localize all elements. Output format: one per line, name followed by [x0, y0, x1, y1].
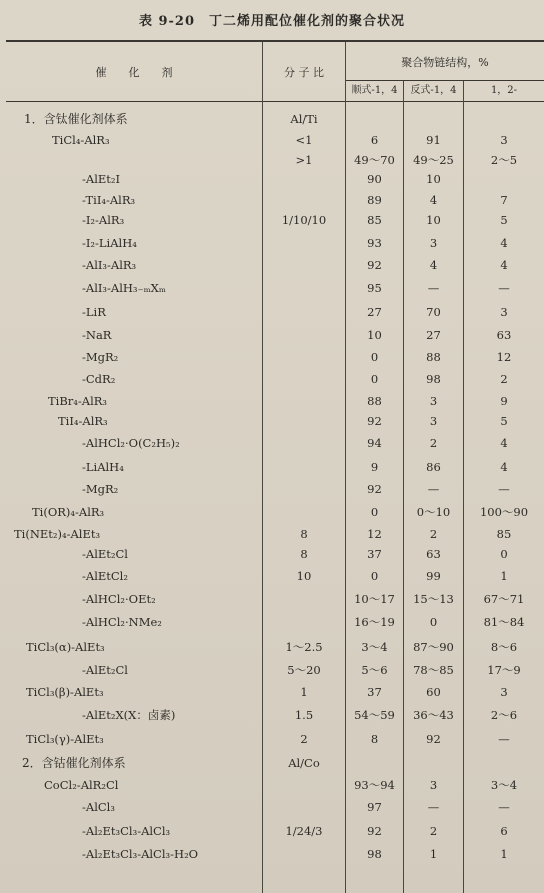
- cis-cell: 0: [370, 569, 379, 583]
- cis-cell: 54～59: [354, 708, 395, 722]
- cis-cell: 95: [367, 281, 382, 295]
- cis-cell: 92: [367, 482, 382, 496]
- cis-cell: 90: [367, 172, 382, 186]
- v12-cell: 7: [500, 193, 508, 207]
- v12-cell: 4: [500, 258, 508, 272]
- top-rule: [6, 40, 544, 42]
- trans-cell: 4: [429, 193, 438, 207]
- ratio-cell: Al/Co: [288, 756, 320, 770]
- catalyst-cell: -MgR₂: [82, 482, 119, 496]
- trans-cell: 10: [426, 213, 441, 227]
- catalyst-cell: -CdR₂: [82, 372, 116, 386]
- catalyst-cell: Ti(NEt₂)₄-AlEt₃: [14, 527, 101, 541]
- ratio-cell: 8: [300, 527, 308, 541]
- catalyst-cell: -Al₂Et₃Cl₃-AlCl₃-H₂O: [82, 847, 199, 861]
- ratio-cell: 1/24/3: [285, 824, 323, 838]
- catalyst-cell: CoCl₂-AlR₂Cl: [44, 778, 119, 792]
- catalyst-cell: TiCl₃(γ)-AlEt₃: [26, 732, 104, 746]
- catalyst-cell: -AlEt₂I: [82, 172, 121, 186]
- catalyst-cell: -I₂-LiAlH₄: [82, 236, 137, 250]
- trans-cell: 2: [429, 824, 438, 838]
- v12-cell: 5: [500, 414, 508, 428]
- cis-cell: 8: [370, 732, 379, 746]
- v12-cell: 4: [500, 460, 508, 474]
- catalyst-cell: -I₂-AlR₃: [82, 213, 125, 227]
- cis-cell: 0: [370, 350, 379, 364]
- trans-cell: 0: [429, 615, 438, 629]
- v12-cell: 2～5: [490, 153, 518, 167]
- catalyst-cell: TiCl₃(α)-AlEt₃: [26, 640, 105, 654]
- ratio-cell: 1～2.5: [285, 640, 323, 654]
- cis-cell: 92: [367, 414, 382, 428]
- cis-cell: 10～17: [354, 592, 395, 606]
- v12-cell: 1: [500, 569, 508, 583]
- catalyst-cell: -AlEt₂Cl: [82, 663, 128, 677]
- ratio-cell: 5～20: [287, 663, 321, 677]
- catalyst-cell: -AlI₃-AlR₃: [82, 258, 137, 272]
- v12-cell: 12: [496, 350, 512, 364]
- trans-cell: 3: [429, 394, 438, 408]
- catalyst-cell: -AlEt₂Cl: [82, 547, 128, 561]
- cis-cell: 49～70: [354, 153, 395, 167]
- trans-cell: —: [427, 482, 440, 496]
- catalyst-cell: 1．含钛催化剂体系: [24, 112, 128, 126]
- table-title: 表 9-20 丁二烯用配位催化剂的聚合状况: [138, 14, 406, 29]
- v12-cell: 3～4: [490, 778, 518, 792]
- header-12: 1，2-: [490, 85, 518, 96]
- header-trans: 反式-1，4: [410, 85, 457, 96]
- cis-cell: 88: [367, 394, 382, 408]
- trans-cell: 0～10: [416, 505, 451, 519]
- trans-cell: 3: [429, 236, 438, 250]
- trans-cell: 70: [426, 305, 441, 319]
- trans-cell: 87～90: [413, 640, 454, 654]
- cis-cell: 10: [367, 328, 382, 342]
- trans-cell: 2: [429, 436, 438, 450]
- v12-cell: 85: [496, 527, 512, 541]
- cis-cell: 94: [367, 436, 382, 450]
- trans-cell: 99: [426, 569, 441, 583]
- v12-cell: 4: [500, 436, 508, 450]
- ratio-cell: 10: [296, 569, 312, 583]
- subheader-rule: [345, 80, 544, 81]
- catalyst-cell: TiCl₄-AlR₃: [52, 133, 110, 147]
- catalyst-cell: -AlEt₂X(X：卤素): [82, 708, 176, 722]
- catalyst-cell: -AlHCl₂·NMe₂: [82, 615, 162, 629]
- cis-cell: 93～94: [354, 778, 395, 792]
- catalyst-cell: -MgR₂: [82, 350, 119, 364]
- catalyst-cell: TiCl₃(β)-AlEt₃: [26, 685, 104, 699]
- cis-cell: 92: [367, 258, 382, 272]
- cis-cell: 16～19: [354, 615, 395, 629]
- ratio-cell: 1/10/10: [281, 213, 327, 227]
- cis-cell: 37: [367, 685, 382, 699]
- catalyst-cell: -Al₂Et₃Cl₃-AlCl₃: [82, 824, 171, 838]
- trans-cell: —: [427, 800, 440, 814]
- v12-cell: 0: [500, 547, 508, 561]
- catalyst-cell: 2．含钴催化剂体系: [22, 756, 126, 770]
- trans-cell: 10: [426, 172, 441, 186]
- trans-cell: 3: [429, 414, 438, 428]
- cis-cell: 98: [367, 847, 382, 861]
- v12-cell: 17～9: [487, 663, 521, 677]
- trans-cell: 4: [429, 258, 438, 272]
- trans-cell: 1: [429, 847, 438, 861]
- v12-cell: 9: [500, 394, 508, 408]
- v12-cell: 4: [500, 236, 508, 250]
- header-ratio: 分 子 比: [284, 66, 324, 79]
- trans-cell: 3: [429, 778, 438, 792]
- cis-cell: 5～6: [361, 663, 388, 677]
- catalyst-cell: -AlEtCl₂: [82, 569, 128, 583]
- catalyst-cell: -AlCl₃: [82, 800, 115, 814]
- v12-cell: 3: [500, 305, 508, 319]
- cis-cell: 3～4: [361, 640, 388, 654]
- v12-cell: 67～71: [483, 592, 525, 606]
- cis-cell: 89: [367, 193, 382, 207]
- cis-cell: 97: [367, 800, 382, 814]
- catalyst-cell: TiI₄-AlR₃: [58, 414, 108, 428]
- cis-cell: 37: [367, 547, 382, 561]
- catalyst-cell: -NaR: [82, 328, 112, 342]
- header-chain-structure: 聚合物链结构，%: [401, 56, 489, 69]
- trans-cell: 49～25: [413, 153, 454, 167]
- trans-cell: 88: [426, 350, 441, 364]
- cis-cell: 93: [367, 236, 382, 250]
- cis-cell: 12: [367, 527, 382, 541]
- trans-cell: 86: [426, 460, 441, 474]
- trans-cell: 92: [426, 732, 441, 746]
- v12-cell: 2～6: [490, 708, 518, 722]
- trans-cell: 2: [429, 527, 438, 541]
- trans-cell: 78～85: [413, 663, 454, 677]
- catalyst-cell: -LiR: [82, 305, 106, 319]
- v12-cell: —: [498, 482, 510, 496]
- trans-cell: 60: [426, 685, 441, 699]
- catalyst-cell: -AlHCl₂·OEt₂: [82, 592, 156, 606]
- catalyst-cell: -TiI₄-AlR₃: [82, 193, 136, 207]
- trans-cell: 15～13: [413, 592, 454, 606]
- catalyst-cell: -AlI₃-AlH₃₋ₘXₘ: [82, 281, 166, 295]
- v12-cell: 1: [500, 847, 508, 861]
- ratio-cell: 8: [300, 547, 308, 561]
- v12-cell: —: [498, 281, 510, 295]
- v12-cell: 100～90: [479, 505, 529, 519]
- v12-cell: —: [498, 800, 510, 814]
- trans-cell: 27: [426, 328, 441, 342]
- ratio-cell: 1: [300, 685, 308, 699]
- v12-cell: —: [498, 732, 510, 746]
- cis-cell: 6: [370, 133, 379, 147]
- v12-cell: 2: [500, 372, 508, 386]
- ratio-cell: 2: [300, 732, 308, 746]
- catalyst-cell: Ti(OR)₄-AlR₃: [32, 505, 105, 519]
- cis-cell: 9: [370, 460, 379, 474]
- cis-cell: 27: [367, 305, 382, 319]
- v12-cell: 6: [500, 824, 508, 838]
- ratio-cell: <1: [295, 133, 313, 147]
- cis-cell: 0: [370, 505, 379, 519]
- v12-cell: 5: [500, 213, 508, 227]
- ratio-cell: >1: [295, 153, 313, 167]
- cis-cell: 85: [367, 213, 382, 227]
- v12-cell: 81～84: [483, 615, 525, 629]
- trans-cell: 98: [426, 372, 441, 386]
- header-catalyst: 催 化 剂: [95, 66, 173, 79]
- trans-cell: 63: [426, 547, 441, 561]
- ratio-cell: Al/Ti: [290, 112, 318, 126]
- trans-cell: 36～43: [413, 708, 454, 722]
- v12-cell: 3: [500, 133, 508, 147]
- header-cis: 顺式-1，4: [351, 85, 398, 96]
- v12-cell: 3: [500, 685, 508, 699]
- v12-cell: 8～6: [490, 640, 518, 654]
- catalyst-cell: TiBr₄-AlR₃: [48, 394, 108, 408]
- catalyst-cell: -LiAlH₄: [82, 460, 124, 474]
- trans-cell: —: [427, 281, 440, 295]
- v12-cell: 63: [496, 328, 512, 342]
- trans-cell: 91: [426, 133, 441, 147]
- cis-cell: 92: [367, 824, 382, 838]
- catalyst-cell: -AlHCl₂·O(C₂H₅)₂: [82, 436, 180, 450]
- ratio-cell: 1.5: [294, 708, 314, 722]
- cis-cell: 0: [370, 372, 379, 386]
